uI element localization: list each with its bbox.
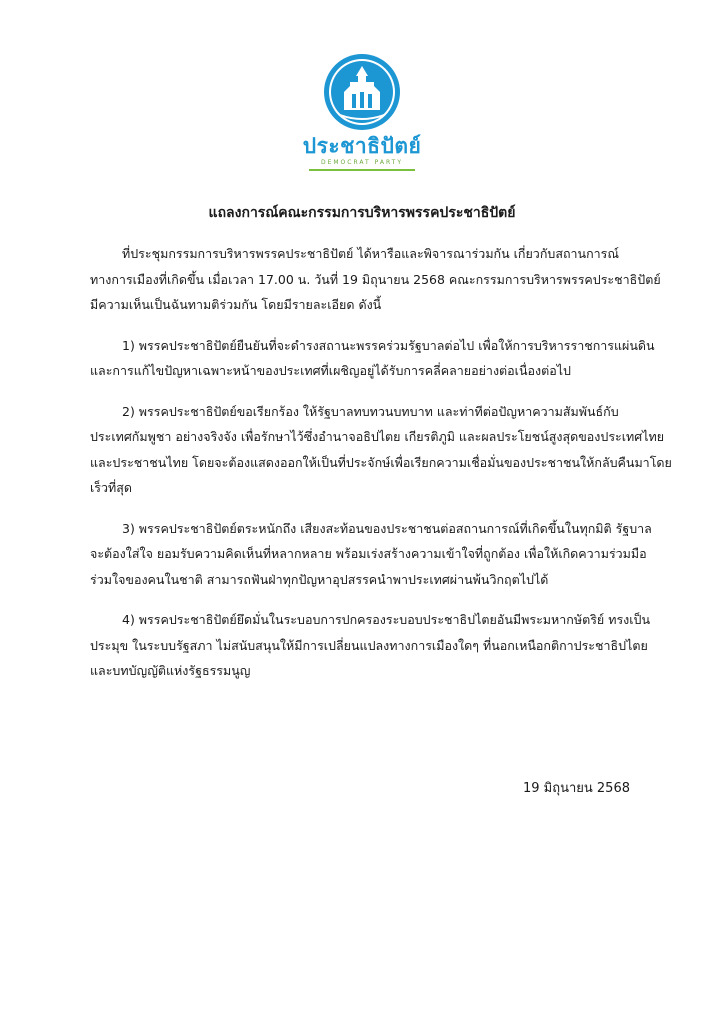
party-wordmark: ประชาธิปัตย์: [302, 134, 422, 158]
paragraph-line: จะต้องใส่ใจ ยอมรับความคิดเห็นที่หลากหลาย พร้อมเร่งสร้างความเข้าใจที่ถูกต้อง เพื่อให้เกิดความร่วมมือ: [90, 546, 647, 561]
party-seal-icon: [322, 52, 402, 132]
party-tagline: DEMOCRAT PARTY: [320, 159, 404, 166]
statement-body: [90, 241, 672, 699]
paragraph-line: และการแก้ไขปัญหาเฉพาะหน้าของประเทศที่เผชิญอยู่ได้รับการคลี่คลายอย่างต่อเนื่องต่อไป: [90, 363, 571, 378]
logo-underline: [309, 169, 415, 171]
paragraph-line: ร่วมใจของคนในชาติ สามารถฟันฝ่าทุกปัญหาอุปสรรคนำพาประเทศผ่านพ้นวิกฤตไปได้: [90, 571, 549, 587]
paragraph-line: มีความเห็นเป็นฉันทามติร่วมกัน โดยมีรายละเอียด ดังนี้: [90, 297, 382, 312]
paragraph-line: และบทบัญญัติแห่งรัฐธรรมนูญ: [90, 663, 251, 678]
paragraph-line: ทางการเมืองที่เกิดขึ้น เมื่อเวลา 17.00 น. วันที่ 19 มิถุนายน 2568 คณะกรรมการบริหารพรรคประชาธิปัตย์: [90, 271, 661, 287]
party-logo: [0, 52, 724, 171]
paragraph-point-3: [90, 516, 652, 593]
paragraph-line: 4) พรรคประชาธิปัตย์ยึดมั่นในระบอบการปกครองระบอบประชาธิปไตยอันมีพระมหากษัตริย์ ทรงเป็น: [122, 612, 651, 627]
paragraph-line: 2) พรรคประชาธิปัตย์ขอเรียกร้อง ให้รัฐบาลทบทวนบทบาท และท่าทีต่อปัญหาความสัมพันธ์กับ: [122, 403, 619, 419]
paragraph-intro: [90, 241, 661, 318]
paragraph-line: ที่ประชุมกรรมการบริหารพรรคประชาธิปัตย์ ได้หารือและพิจารณาร่วมกัน เกี่ยวกับสถานการณ์: [122, 246, 619, 261]
paragraph-line: ประมุข ในระบบรัฐสภา ไม่สนับสนุนให้มีการเปลี่ยนแปลงทางการเมืองใดๆ ที่นอกเหนือกติกาประชาธิปไตย: [90, 637, 648, 653]
paragraph-line: เร็วที่สุด: [90, 480, 132, 495]
paragraph-line: 1) พรรคประชาธิปัตย์ยืนยันที่จะดำรงสถานะพรรคร่วมรัฐบาลต่อไป เพื่อให้การบริหารราชการแผ่นดิน: [122, 337, 655, 353]
paragraph-point-4: [90, 607, 651, 684]
paragraph-point-2: [90, 399, 672, 501]
statement-date: 19 มิถุนายน 2568: [522, 781, 630, 796]
paragraph-point-1: [90, 333, 655, 384]
paragraph-line: ประเทศกัมพูชา อย่างจริงจัง เพื่อรักษาไว้ซึ่งอำนาจอธิปไตย เกียรติภูมิ และผลประโยชน์สูงสุดของประเทศไทย: [90, 429, 665, 444]
paragraph-line: 3) พรรคประชาธิปัตย์ตระหนักถึง เสียงสะท้อนของประชาชนต่อสถานการณ์ที่เกิดขึ้นในทุกมิติ รัฐบาล: [122, 520, 652, 536]
statement-title: แถลงการณ์คณะกรรมการบริหารพรรคประชาธิปัตย์: [208, 205, 516, 221]
paragraph-line: และประชาชนไทย โดยจะต้องแสดงออกให้เป็นที่ประจักษ์เพื่อเรียกความเชื่อมั่นของประชาชนให้กลับคืนมาโดย: [90, 454, 672, 470]
